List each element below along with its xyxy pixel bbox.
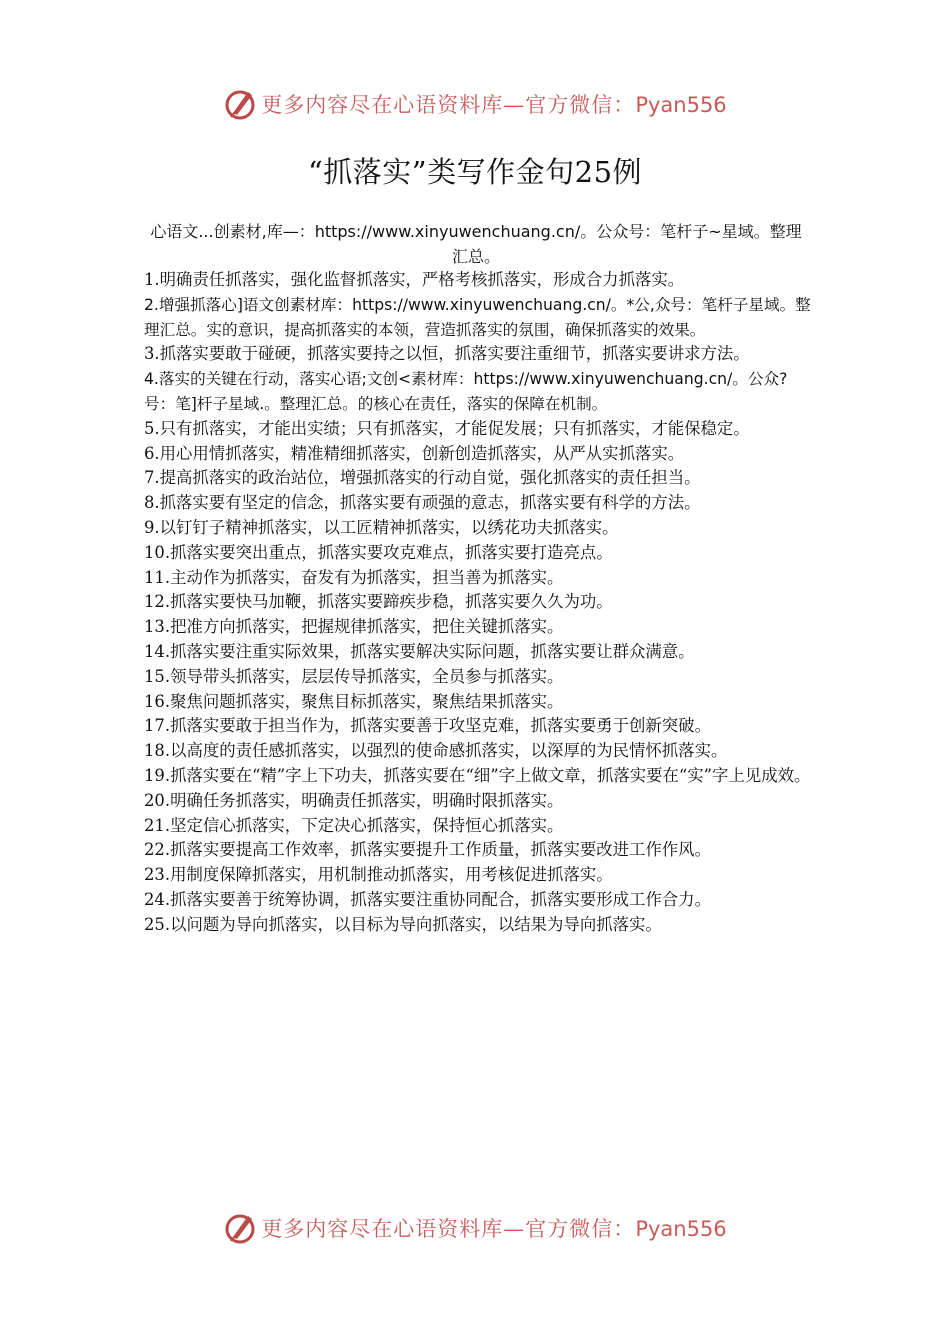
list-item: 20.明确任务抓落实，明确责任抓落实，明确时限抓落实。 [144, 790, 564, 810]
list-item: 5.只有抓落实，才能出实绩；只有抓落实，才能促发展；只有抓落实，才能保稳定。 [144, 418, 750, 438]
list-item: 11.主动作为抓落实，奋发有为抓落实，担当善为抓落实。 [144, 567, 564, 587]
list-item: 2.增强抓落心]语文创素材库：https://www.xinyuwenchuang.cn/。*公,众号：笔杆子星域。整理汇总。实的意识，提高抓落实的本领，营造抓落实的氛围，确保抓落实的效果。 [144, 295, 811, 339]
watermark-text: 更多内容尽在心语资料库—官方微信：Pyan556 [261, 1217, 727, 1241]
header-watermark [0, 86, 950, 122]
wechat-id: Pyan556 [635, 93, 727, 117]
footer-watermark [0, 1210, 950, 1246]
list-item: 19.抓落实要在“精”字上下功夫，抓落实要在“细”字上做文章，抓落实要在“实”字上见成效。 [144, 765, 811, 785]
list-item: 14.抓落实要注重实际效果，抓落实要解决实际问题，抓落实要让群众满意。 [144, 641, 695, 661]
list-item: 25.以问题为导向抓落实，以目标为导向抓落实，以结果为导向抓落实。 [144, 914, 662, 934]
list-item: 6.用心用情抓落实，精准精细抓落实，创新创造抓落实，从严从实抓落实。 [144, 443, 685, 463]
wechat-id: Pyan556 [635, 1217, 727, 1241]
list-item: 4.落实的关键在行动，落实心语;文创<素材库：https://www.xinyuwenchuang.cn/。公众?号：笔]杆子星域.。整理汇总。的核心在责任，落实的保障在机制。 [144, 370, 788, 413]
quill-pen-logo-icon [223, 1210, 259, 1246]
list-item: 7.提高抓落实的政治站位，增强抓落实的行动自觉，强化抓落实的责任担当。 [144, 468, 701, 488]
list-item: 8.抓落实要有坚定的信念，抓落实要有顽强的意志，抓落实要有科学的方法。 [144, 493, 701, 513]
list-item: 22.抓落实要提高工作效率，抓落实要提升工作质量，抓落实要改进工作作风。 [144, 840, 711, 860]
document-title: “抓落实”类写作金句25例 [307, 155, 643, 189]
list-item: 15.领导带头抓落实，层层传导抓落实，全员参与抓落实。 [144, 666, 564, 686]
quill-pen-logo-icon [223, 86, 259, 122]
list-item: 17.抓落实要敢于担当作为，抓落实要善于攻坚克难，抓落实要勇于创新突破。 [144, 716, 711, 736]
list-item: 13.把准方向抓落实，把握规律抓落实，把住关键抓落实。 [144, 617, 564, 637]
list-item: 1.明确责任抓落实，强化监督抓落实，严格考核抓落实，形成合力抓落实。 [144, 270, 685, 289]
list-item: 10.抓落实要突出重点，抓落实要攻克难点，抓落实要打造亮点。 [144, 542, 613, 562]
list-item: 21.坚定信心抓落实，下定决心抓落实，保持恒心抓落实。 [144, 815, 564, 835]
list-item: 9.以钉钉子精神抓落实，以工匠精神抓落实，以绣花功夫抓落实。 [144, 517, 619, 537]
list-item: 18.以高度的责任感抓落实，以强烈的使命感抓落实，以深厚的为民情怀抓落实。 [144, 741, 728, 761]
intro-note: 心语文...创素材,库—：https://www.xinyuwenchuang.cn/。公众号：笔杆子~星域。整理汇总。 [150, 222, 802, 266]
sentence-list [144, 268, 816, 938]
list-item: 12.抓落实要快马加鞭，抓落实要蹄疾步稳，抓落实要久久为功。 [144, 592, 613, 612]
list-item: 23.用制度保障抓落实，用机制推动抓落实，用考核促进抓落实。 [144, 865, 613, 885]
list-item: 24.抓落实要善于统筹协调，抓落实要注重协同配合，抓落实要形成工作合力。 [144, 889, 711, 909]
list-item: 3.抓落实要敢于碰硬，抓落实要持之以恒，抓落实要注重细节，抓落实要讲求方法。 [144, 344, 750, 364]
watermark-text: 更多内容尽在心语资料库—官方微信：Pyan556 [261, 93, 727, 117]
list-item: 16.聚焦问题抓落实，聚焦目标抓落实，聚焦结果抓落实。 [144, 691, 564, 711]
